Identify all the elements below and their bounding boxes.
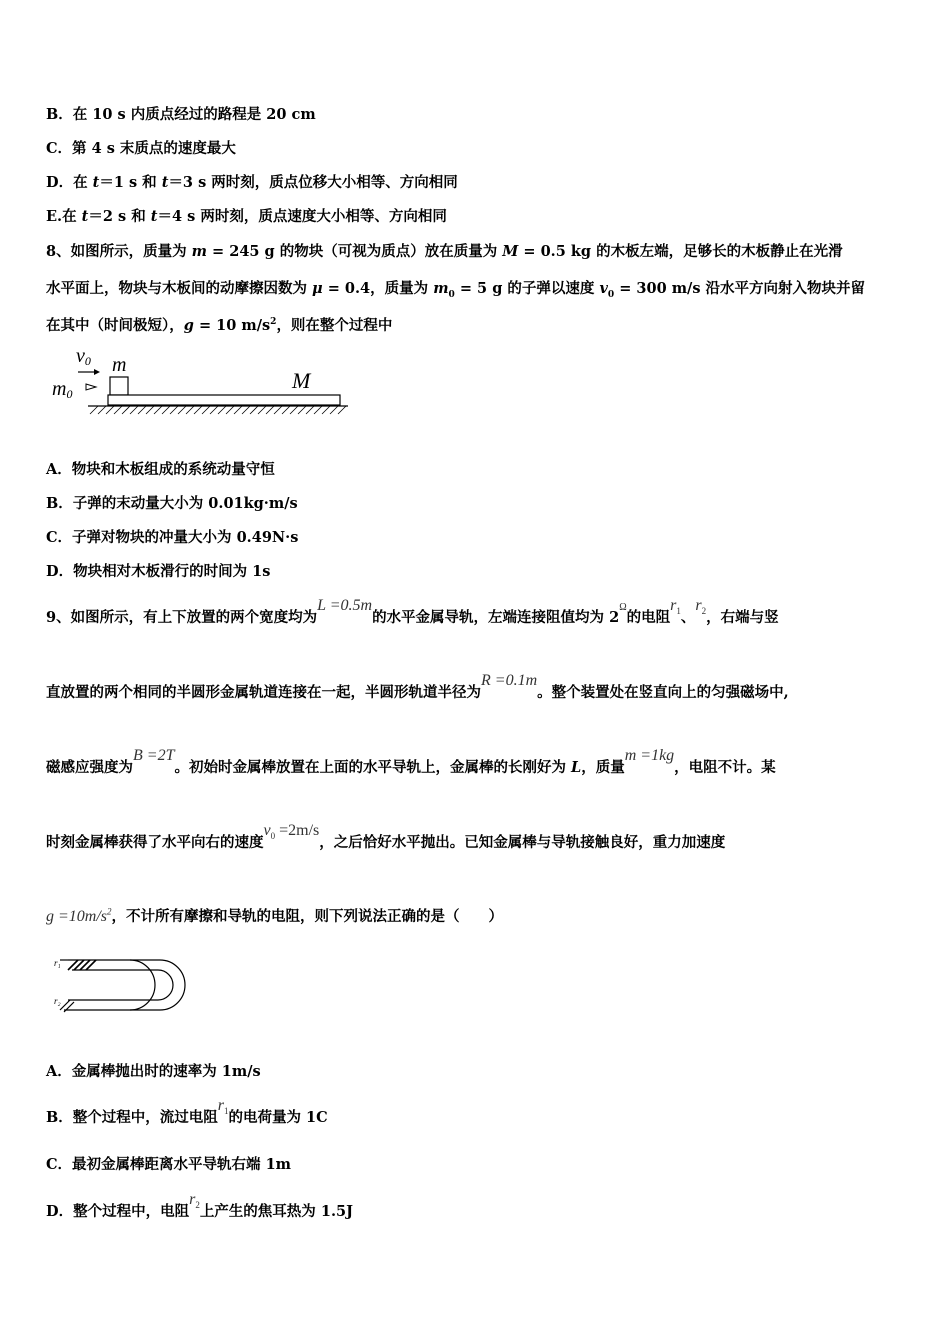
q8-fig-board xyxy=(108,395,340,405)
q9-stem-line-3: 磁感应强度为B =2T。初始时金属棒放置在上面的水平导轨上，金属棒的长刚好为 L，质量m =1kg，电阻不计。某 xyxy=(46,747,776,776)
q8-fig-m-label: m xyxy=(112,354,127,376)
q8-fig-block xyxy=(110,377,128,395)
q8-option-a: A．物块和木板组成的系统动量守恒 xyxy=(46,461,275,478)
q8-stem-line-1: 8、如图所示，质量为 m = 245 g 的物块（可视为质点）放在质量为 M = 0.5 kg 的木板左端，足够长的木板静止在光滑 xyxy=(46,243,843,260)
q8-figure-block-board xyxy=(50,344,355,424)
q9-option-a: A．金属棒抛出时的速率为 1m/s xyxy=(46,1063,261,1080)
q7-option-d: D．在 t＝1 s 和 t＝3 s 两时刻，质点位移大小相等、方向相同 xyxy=(46,174,458,191)
q8-fig-v0-label: v0 xyxy=(76,345,91,368)
q8-option-c: C．子弹对物块的冲量大小为 0.49N·s xyxy=(46,529,299,546)
q7-option-c: C．第 4 s 末质点的速度最大 xyxy=(46,140,236,157)
q9-fig-inner-rail xyxy=(68,970,173,1000)
q9-stem-line-2: 直放置的两个相同的半圆形金属轨道连接在一起，半圆形轨道半径为R =0.1m。整个装置处在竖直向上的匀强磁场中, xyxy=(46,672,789,701)
q9-fig-r2-label: r₂ xyxy=(54,996,61,1006)
q8-fig-arrow-head xyxy=(94,369,100,375)
q9-stem-line-1: 9、如图所示，有上下放置的两个宽度均为L =0.5m的水平金属导轨，左端连接阻值均为 $2^\Omega$的电阻$r_1$、$r_2$，右端与竖 xyxy=(46,597,779,626)
q7-option-e: E.在 t＝2 s 和 t＝4 s 两时刻，质点速度大小相等、方向相同 xyxy=(46,208,447,225)
q8-stem-line-2: 水平面上，物块与木板间的动摩擦因数为 μ = 0.4，质量为 $m_0 = 5$ g 的子弹以速度 $v_0 = 300$ m/s 沿水平方向射入物块并留 xyxy=(46,280,866,300)
q9-stem-line-4: 时刻金属棒获得了水平向右的速度$v_0 =2m/s$，之后恰好水平抛出。已知金属棒与导轨接触良好，重力加速度 xyxy=(46,822,726,851)
q9-option-d: D．整个过程中，电阻$r_2$上产生的焦耳热为 1.5J xyxy=(46,1191,353,1220)
q9-figure-rails xyxy=(50,950,190,1026)
q8-fig-bullet xyxy=(86,384,96,390)
q8-fig-ground-hatch xyxy=(90,406,346,414)
q8-option-d: D．物块相对木板滑行的时间为 1s xyxy=(46,563,271,580)
q9-fig-mid-arc xyxy=(130,960,155,1010)
q8-option-b: B．子弹的末动量大小为 0.01kg·m/s xyxy=(46,495,298,512)
q8-fig-M-label: M xyxy=(292,368,311,393)
q8-fig-m0-label: m0 xyxy=(52,378,73,401)
q9-fig-r1-label: r₁ xyxy=(54,958,61,968)
q9-fig-resistor-hatch-top xyxy=(68,960,96,970)
q9-option-c: C．最初金属棒距离水平导轨右端 1m xyxy=(46,1156,292,1173)
q8-stem-line-3: 在其中（时间极短），g = 10 $m/s^2$，则在整个过程中 xyxy=(46,317,393,334)
q9-stem-line-5: $g =10m/s^2$，不计所有摩擦和导轨的电阻，则下列说法正确的是（ ） xyxy=(46,906,504,925)
q9-option-b: B．整个过程中，流过电阻$r_1$的电荷量为 1C xyxy=(46,1097,328,1126)
q7-option-b: B．在 10 s 内质点经过的路程是 20 cm xyxy=(46,106,316,123)
